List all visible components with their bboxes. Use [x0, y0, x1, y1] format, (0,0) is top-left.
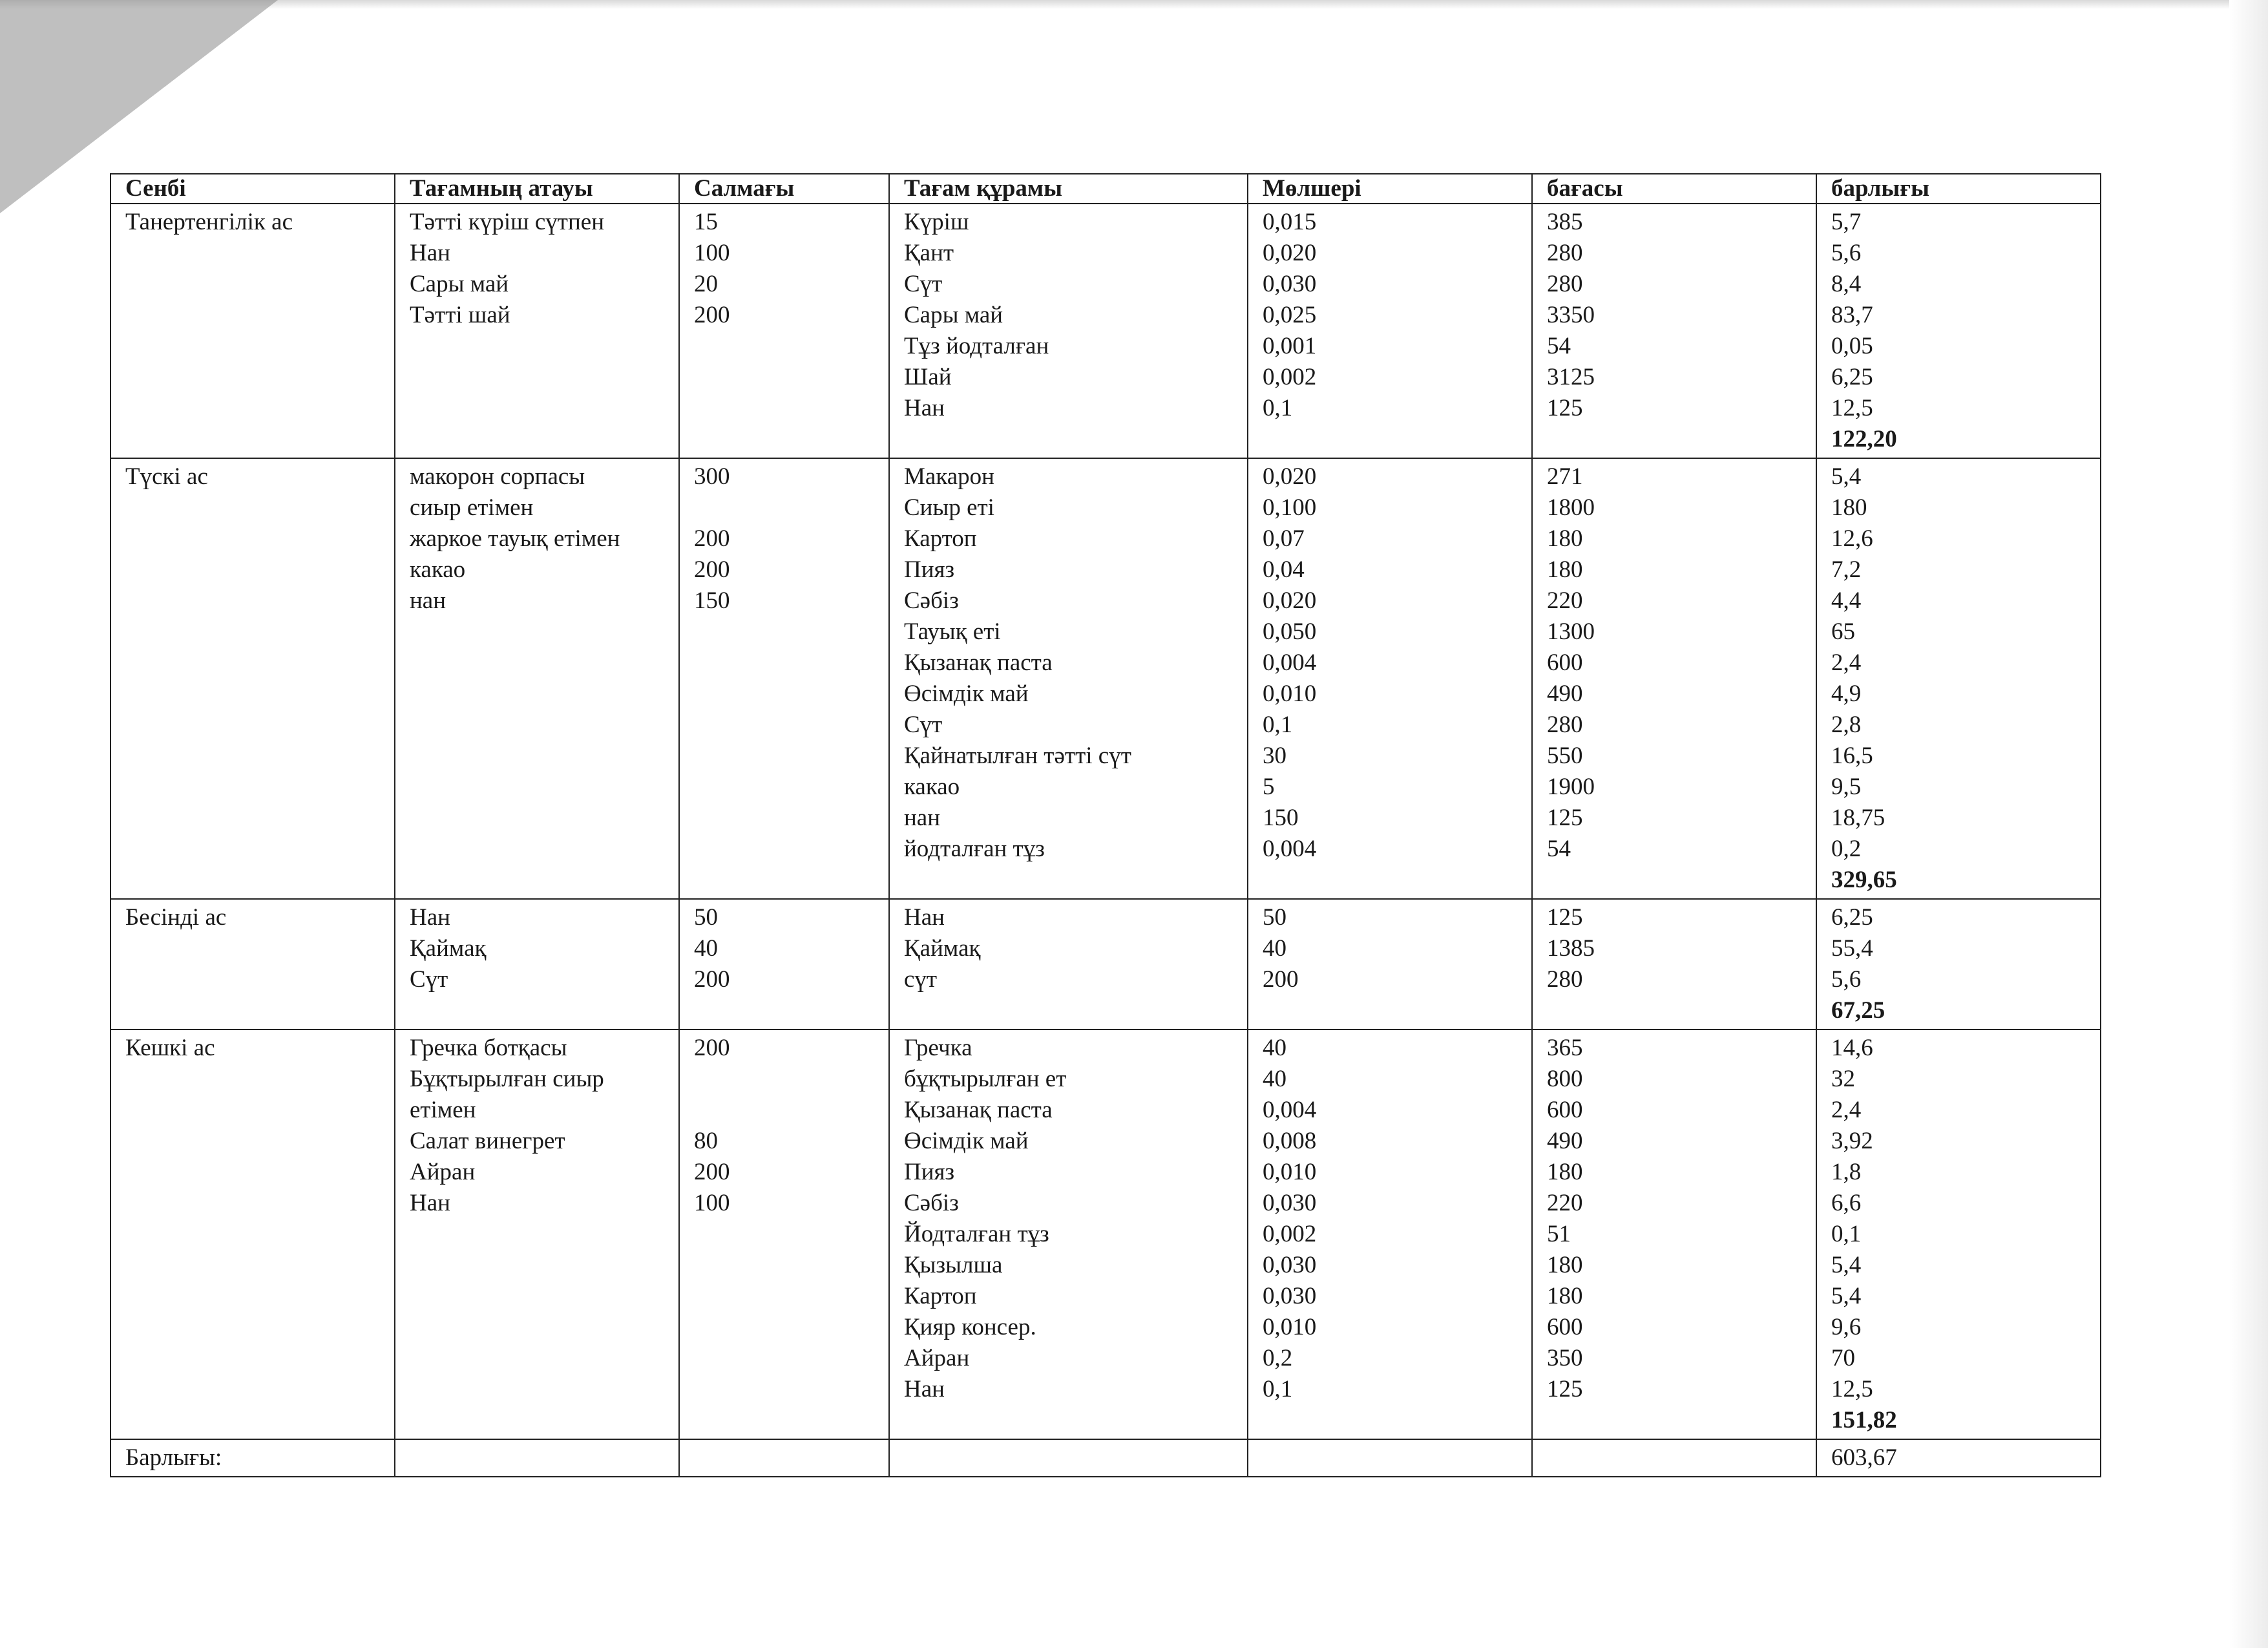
line-total: 0,2 [1831, 836, 1862, 862]
ingredient-name: Қаймақ [904, 935, 981, 962]
dish-name: сиыр етімен [410, 494, 534, 521]
price-list [1532, 458, 1816, 899]
price-value: 280 [1547, 271, 1583, 297]
price-value: 125 [1547, 395, 1583, 421]
weight-value: 200 [694, 556, 730, 583]
dish-list [395, 458, 679, 899]
ingredient-name: Нан [904, 395, 945, 421]
amount-value: 40 [1263, 1035, 1286, 1061]
line-total: 14,6 [1831, 1035, 1873, 1061]
amount-value: 30 [1263, 743, 1286, 769]
ingredient-name: Сүт [904, 712, 943, 738]
price-value: 54 [1547, 836, 1571, 862]
line-total: 0,1 [1831, 1221, 1862, 1247]
amount-value: 0,010 [1263, 1159, 1317, 1185]
meal-name: Кешкі ас [110, 1030, 395, 1439]
price-value: 3125 [1547, 364, 1595, 390]
meal-subtotal: 151,82 [1831, 1407, 1897, 1433]
line-total: 9,5 [1831, 774, 1862, 800]
amount-value: 0,015 [1263, 209, 1317, 235]
ingredient-name: Сәбіз [904, 587, 959, 614]
ingredient-name: Пияз [904, 556, 955, 583]
ingredient-name: Сүт [904, 271, 943, 297]
amount-value: 0,030 [1263, 1190, 1317, 1216]
line-total: 4,9 [1831, 681, 1862, 707]
header-day: Сенбі [110, 174, 395, 204]
weight-value [694, 1095, 879, 1126]
weight-value [694, 492, 879, 523]
amount-value: 0,020 [1263, 587, 1317, 614]
amount-list [1248, 1030, 1532, 1439]
amount-list [1248, 204, 1532, 458]
amount-value: 40 [1263, 1066, 1286, 1092]
dish-name: Айран [410, 1159, 476, 1185]
dish-list [395, 204, 679, 458]
weight-value: 50 [694, 904, 718, 931]
line-total: 2,4 [1831, 1097, 1862, 1123]
price-value: 600 [1547, 650, 1583, 676]
line-total: 5,6 [1831, 240, 1862, 266]
price-value: 180 [1547, 1159, 1583, 1185]
line-total: 12,5 [1831, 395, 1873, 421]
price-value: 220 [1547, 1190, 1583, 1216]
price-value: 600 [1547, 1097, 1583, 1123]
amount-value: 200 [1263, 966, 1299, 993]
empty-cell [395, 1439, 679, 1477]
price-value: 1300 [1547, 618, 1595, 645]
dish-name: макорон сорпасы [410, 463, 585, 490]
weight-list [679, 1030, 889, 1439]
dish-name: Тәтті күріш сүтпен [410, 209, 605, 235]
line-total: 5,4 [1831, 463, 1862, 490]
line-total: 1,8 [1831, 1159, 1862, 1185]
empty-cell [1248, 1439, 1532, 1477]
ingredient-name: Күріш [904, 209, 969, 235]
ingredient-list [889, 899, 1248, 1030]
ingredient-name: Сәбіз [904, 1190, 959, 1216]
price-value: 1385 [1547, 935, 1595, 962]
meal-row [110, 458, 2101, 899]
amount-value: 0,030 [1263, 271, 1317, 297]
amount-value: 0,07 [1263, 525, 1305, 552]
line-total: 2,8 [1831, 712, 1862, 738]
meal-name: Түскі ас [110, 458, 395, 899]
ingredient-name: Картоп [904, 525, 977, 552]
ingredient-name: Шай [904, 364, 952, 390]
amount-value: 0,1 [1263, 1376, 1293, 1402]
line-total: 5,7 [1831, 209, 1862, 235]
price-value: 125 [1547, 805, 1583, 831]
ingredient-name: Макарон [904, 463, 994, 490]
menu-sheet [110, 173, 2100, 1477]
dish-list [395, 1030, 679, 1439]
line-total: 6,6 [1831, 1190, 1862, 1216]
price-value: 180 [1547, 556, 1583, 583]
weight-value: 200 [694, 1159, 730, 1185]
amount-value: 0,002 [1263, 364, 1317, 390]
dish-name: какао [410, 556, 466, 583]
dish-name: Қаймақ [410, 935, 487, 962]
ingredient-name: Қант [904, 240, 954, 266]
price-value: 280 [1547, 966, 1583, 993]
weight-value: 100 [694, 1190, 730, 1216]
weight-value [694, 1064, 879, 1095]
line-total: 0,05 [1831, 333, 1873, 359]
weight-value: 100 [694, 240, 730, 266]
ingredient-name: Өсімдік май [904, 681, 1029, 707]
header-amount: Мөлшері [1248, 174, 1532, 204]
ingredient-name: Нан [904, 904, 945, 931]
ingredient-list [889, 1030, 1248, 1439]
line-total: 70 [1831, 1345, 1855, 1371]
amount-value: 0,020 [1263, 463, 1317, 490]
scan-right-shadow [2229, 0, 2268, 1648]
dish-list [395, 899, 679, 1030]
table-body [110, 204, 2101, 1439]
meal-name: Бесінді ас [110, 899, 395, 1030]
meal-name: Танертенгілік ас [110, 204, 395, 458]
ingredient-name: Нан [904, 1376, 945, 1402]
weight-value: 200 [694, 525, 730, 552]
dish-name: жаркое тауық етімен [410, 525, 620, 552]
weight-value: 20 [694, 271, 718, 297]
total-list [1816, 204, 2101, 458]
header-dish-name: Тағамның атауы [395, 174, 679, 204]
line-total: 3,92 [1831, 1128, 1873, 1154]
ingredient-name: Өсімдік май [904, 1128, 1029, 1154]
price-value: 180 [1547, 1252, 1583, 1278]
weight-list [679, 204, 889, 458]
empty-cell [889, 1439, 1248, 1477]
ingredient-name: Тауық еті [904, 618, 1001, 645]
line-total: 16,5 [1831, 743, 1873, 769]
price-value: 350 [1547, 1345, 1583, 1371]
header-total: барлығы [1816, 174, 2101, 204]
price-value: 1800 [1547, 494, 1595, 521]
amount-value: 0,004 [1263, 650, 1317, 676]
amount-value: 0,1 [1263, 712, 1293, 738]
weight-value: 40 [694, 935, 718, 962]
price-value: 3350 [1547, 302, 1595, 328]
ingredient-name: Сиыр еті [904, 494, 994, 521]
total-list [1816, 899, 2101, 1030]
grand-total-value: 603,67 [1816, 1439, 2101, 1477]
menu-cost-table [110, 173, 2101, 1477]
price-list [1532, 204, 1816, 458]
amount-value: 0,030 [1263, 1283, 1317, 1309]
dish-name: Бұқтырылған сиыр [410, 1066, 604, 1092]
price-value: 125 [1547, 1376, 1583, 1402]
dish-name: Салат винегрет [410, 1128, 565, 1154]
grand-total-label: Барлығы: [110, 1439, 395, 1477]
weight-value: 15 [694, 209, 718, 235]
dish-name: Нан [410, 240, 450, 266]
dish-name: етімен [410, 1097, 476, 1123]
empty-cell [1532, 1439, 1816, 1477]
line-total: 32 [1831, 1066, 1855, 1092]
line-total: 65 [1831, 618, 1855, 645]
dish-name: Сары май [410, 271, 509, 297]
price-value: 54 [1547, 333, 1571, 359]
price-value: 600 [1547, 1314, 1583, 1340]
ingredient-name: какао [904, 774, 960, 800]
ingredient-name: сүт [904, 966, 938, 993]
ingredient-name: йодталған тұз [904, 836, 1045, 862]
line-total: 4,4 [1831, 587, 1862, 614]
amount-value: 0,010 [1263, 1314, 1317, 1340]
line-total: 2,4 [1831, 650, 1862, 676]
price-value: 125 [1547, 904, 1583, 931]
ingredient-name: Айран [904, 1345, 970, 1371]
meal-row [110, 1030, 2101, 1439]
weight-value: 300 [694, 463, 730, 490]
price-list [1532, 1030, 1816, 1439]
ingredient-name: Картоп [904, 1283, 977, 1309]
price-value: 1900 [1547, 774, 1595, 800]
ingredient-name: нан [904, 805, 941, 831]
price-value: 180 [1547, 1283, 1583, 1309]
line-total: 12,5 [1831, 1376, 1873, 1402]
weight-value: 80 [694, 1128, 718, 1154]
weight-list [679, 899, 889, 1030]
price-value: 550 [1547, 743, 1583, 769]
line-total: 5,4 [1831, 1252, 1862, 1278]
table-header-row [110, 174, 2101, 204]
price-value: 51 [1547, 1221, 1571, 1247]
meal-subtotal: 67,25 [1831, 997, 1885, 1024]
amount-value: 0,004 [1263, 836, 1317, 862]
ingredient-name: Гречка [904, 1035, 972, 1061]
ingredient-name: Қызанақ паста [904, 650, 1053, 676]
grand-total-row [110, 1439, 2101, 1477]
ingredient-name: бұқтырылған ет [904, 1066, 1067, 1092]
amount-value: 0,008 [1263, 1128, 1317, 1154]
price-value: 220 [1547, 587, 1583, 614]
amount-value: 0,002 [1263, 1221, 1317, 1247]
amount-value: 0,100 [1263, 494, 1317, 521]
dish-name: Нан [410, 904, 450, 931]
meal-row [110, 899, 2101, 1030]
amount-value: 5 [1263, 774, 1275, 800]
ingredient-name: Қияр консер. [904, 1314, 1036, 1340]
price-value: 490 [1547, 681, 1583, 707]
ingredient-name: Тұз йодталған [904, 333, 1049, 359]
meal-row [110, 204, 2101, 458]
ingredient-name: Йодталған тұз [904, 1221, 1049, 1247]
price-value: 800 [1547, 1066, 1583, 1092]
price-value: 280 [1547, 712, 1583, 738]
amount-value: 0,001 [1263, 333, 1317, 359]
line-total: 83,7 [1831, 302, 1873, 328]
weight-value: 150 [694, 587, 730, 614]
ingredient-name: Қайнатылған тәтті сүт [904, 743, 1131, 769]
price-list [1532, 899, 1816, 1030]
price-value: 365 [1547, 1035, 1583, 1061]
weight-value: 200 [694, 966, 730, 993]
dish-name: Нан [410, 1190, 450, 1216]
line-total: 7,2 [1831, 556, 1862, 583]
dish-name: Сүт [410, 966, 448, 993]
line-total: 6,25 [1831, 904, 1873, 931]
ingredient-name: Қызылша [904, 1252, 1003, 1278]
scan-top-shadow [0, 0, 2268, 9]
amount-value: 0,04 [1263, 556, 1305, 583]
header-ingredients: Тағам құрамы [889, 174, 1248, 204]
line-total: 55,4 [1831, 935, 1873, 962]
price-value: 180 [1547, 525, 1583, 552]
amount-value: 0,050 [1263, 618, 1317, 645]
price-value: 490 [1547, 1128, 1583, 1154]
amount-value: 0,025 [1263, 302, 1317, 328]
line-total: 18,75 [1831, 805, 1885, 831]
dish-name: Гречка ботқасы [410, 1035, 567, 1061]
price-value: 385 [1547, 209, 1583, 235]
amount-value: 0,010 [1263, 681, 1317, 707]
line-total: 6,25 [1831, 364, 1873, 390]
line-total: 5,6 [1831, 966, 1862, 993]
amount-value: 0,030 [1263, 1252, 1317, 1278]
amount-value: 0,2 [1263, 1345, 1293, 1371]
ingredient-name: Пияз [904, 1159, 955, 1185]
weight-value: 200 [694, 302, 730, 328]
weight-list [679, 458, 889, 899]
amount-value: 0,004 [1263, 1097, 1317, 1123]
line-total: 12,6 [1831, 525, 1873, 552]
amount-value: 40 [1263, 935, 1286, 962]
amount-value: 0,020 [1263, 240, 1317, 266]
total-list [1816, 458, 2101, 899]
amount-value: 50 [1263, 904, 1286, 931]
line-total: 8,4 [1831, 271, 1862, 297]
amount-list [1248, 899, 1532, 1030]
price-value: 271 [1547, 463, 1583, 490]
price-value: 280 [1547, 240, 1583, 266]
total-list [1816, 1030, 2101, 1439]
ingredient-list [889, 458, 1248, 899]
meal-subtotal: 122,20 [1831, 426, 1897, 452]
amount-value: 150 [1263, 805, 1299, 831]
dish-name: Тәтті шай [410, 302, 510, 328]
ingredient-name: Сары май [904, 302, 1003, 328]
line-total: 180 [1831, 494, 1867, 521]
amount-value: 0,1 [1263, 395, 1293, 421]
empty-cell [679, 1439, 889, 1477]
amount-list [1248, 458, 1532, 899]
header-weight: Салмағы [679, 174, 889, 204]
header-price: бағасы [1532, 174, 1816, 204]
meal-subtotal: 329,65 [1831, 867, 1897, 893]
weight-value: 200 [694, 1035, 730, 1061]
ingredient-name: Қызанақ паста [904, 1097, 1053, 1123]
ingredient-list [889, 204, 1248, 458]
dish-name: нан [410, 587, 446, 614]
line-total: 5,4 [1831, 1283, 1862, 1309]
line-total: 9,6 [1831, 1314, 1862, 1340]
